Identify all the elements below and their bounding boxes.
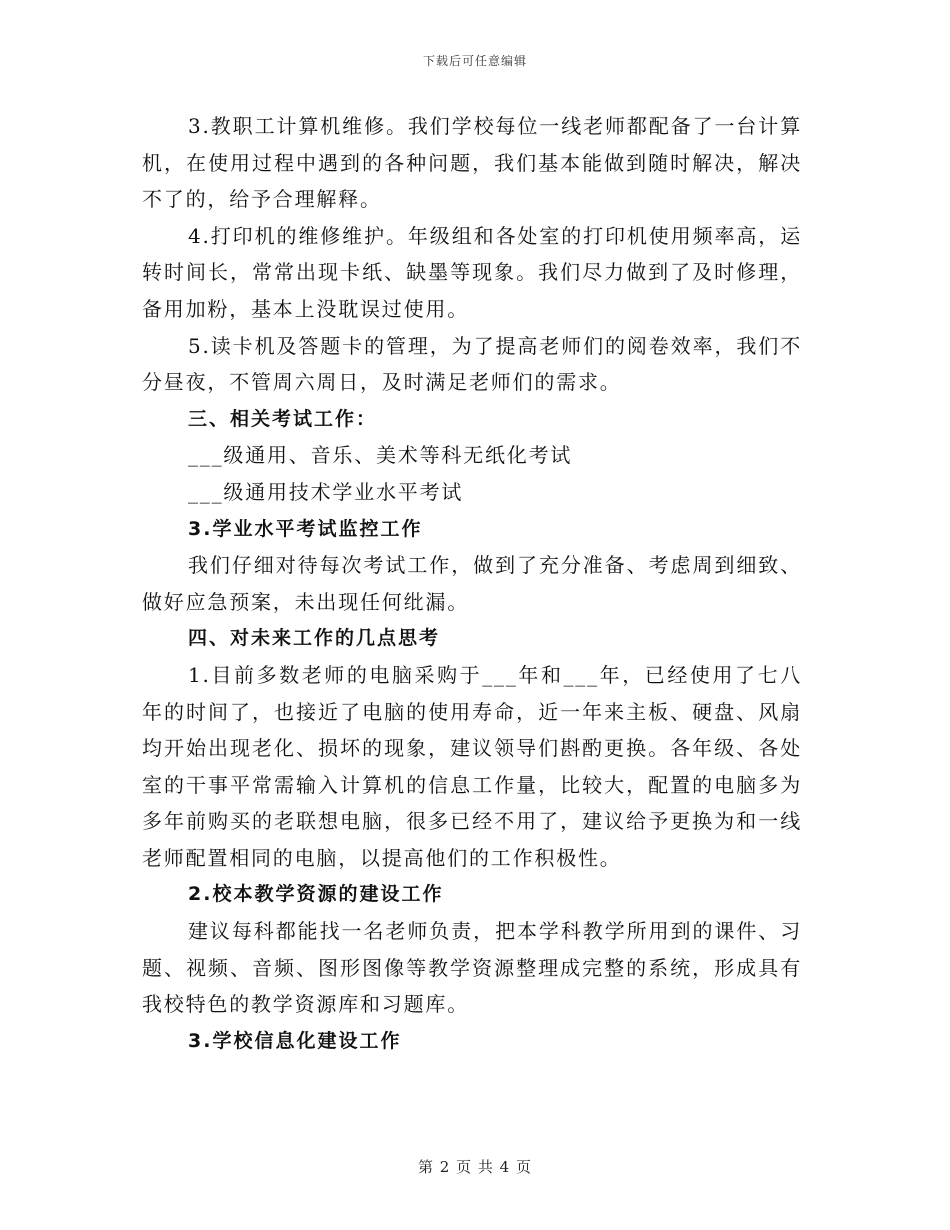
document-body [142, 108, 802, 1059]
subheading-exam-monitoring: 3.学业水平考试监控工作 [188, 517, 423, 540]
subheading-informatization: 3.学校信息化建设工作 [188, 1029, 402, 1052]
paragraph-proficiency-exam: ___级通用技术学业水平考试 [188, 479, 464, 504]
paragraph-printer-maintenance: 4.打印机的维修维护。年级组和各处室的打印机使用频率高，运转时间长，常常出现卡纸、缺墨等现象。我们尽力做到了及时修理，备用加粉，基本上没耽误过使用。 [142, 223, 802, 321]
paragraph-exam-monitoring: 我们仔细对待每次考试工作，做到了充分准备、考虑周到细致、做好应急预案，未出现任何纰漏。 [142, 553, 802, 614]
page-number: 第 2 页 共 4 页 [418, 1158, 532, 1176]
section-heading-exams: 三、相关考试工作： [188, 407, 378, 430]
paragraph-teaching-resources: 建议每科都能找一名老师负责，把本学科教学所用到的课件、习题、视频、音频、图形图像等教学资源整理成完整的系统，形成具有我校特色的教学资源库和习题库。 [142, 919, 802, 1017]
section-heading-future: 四、对未来工作的几点思考 [188, 627, 441, 650]
subheading-teaching-resources: 2.校本教学资源的建设工作 [188, 883, 444, 906]
paragraph-paperless-exam: ___级通用、音乐、美术等科无纸化考试 [188, 443, 573, 468]
page-header: 下载后可任意编辑 [422, 54, 527, 68]
paragraph-computer-repair: 3.教职工计算机维修。我们学校每位一线老师都配备了一台计算机，在使用过程中遇到的各种问题，我们基本能做到随时解决，解决不了的，给予合理解释。 [142, 114, 802, 212]
paragraph-computer-replacement: 1.目前多数老师的电脑采购于___年和___年，已经使用了七八年的时间了，也接近了电脑的使用寿命，近一年来主板、硬盘、风扇均开始出现老化、损坏的现象，建议领导们斟酌更换。各年级、各处室的干事平常需输入计算机的信息工作量，比较大，配置的电脑多为多年前购买的老联想电脑，很多已经不用了，建议给予更换为和一线老师配置相同的电脑，以提高他们的工作积极性。 [142, 662, 802, 870]
paragraph-card-reader: 5.读卡机及答题卡的管理，为了提高老师们的阅卷效率，我们不分昼夜，不管周六周日，及时满足老师们的需求。 [142, 333, 802, 395]
